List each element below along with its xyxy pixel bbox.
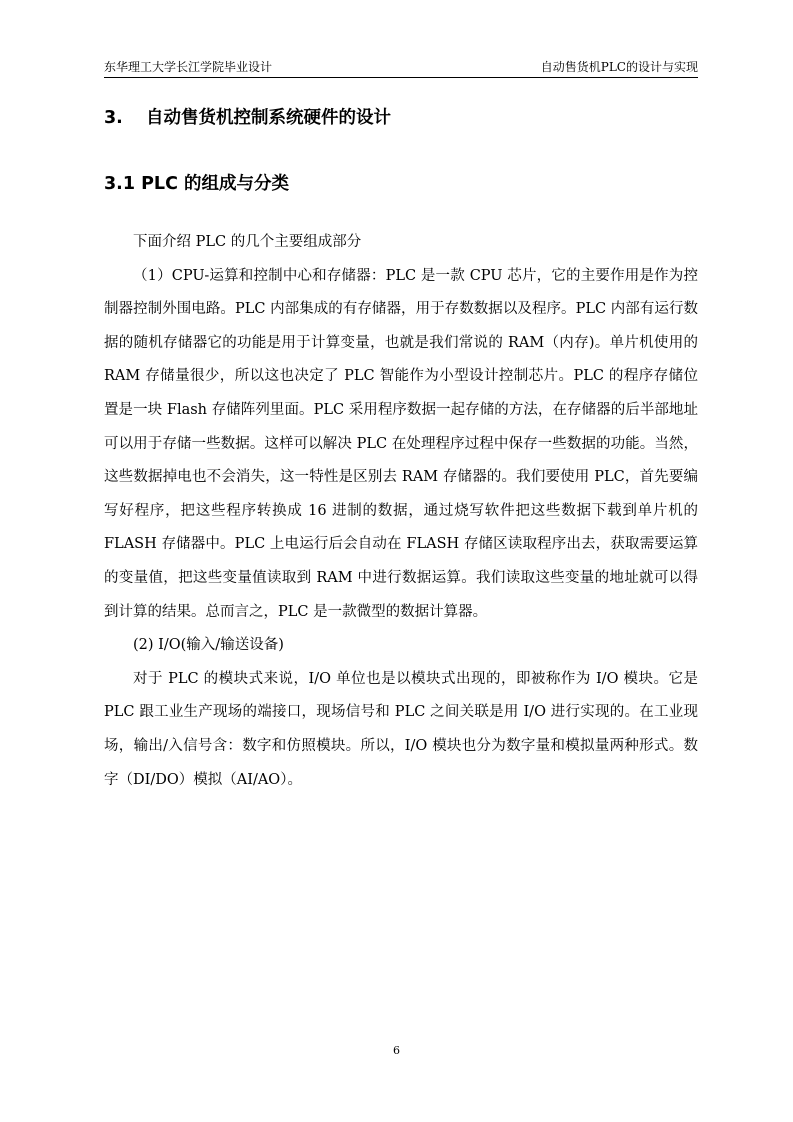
paragraph: 对于 PLC 的模块式来说，I/O 单位也是以模块式出现的，即被称作为 I/O 模块。它是 PLC 跟工业生产现场的端接口，现场信号和 PLC 之间关联是用 I/O 进行实现的。在工业现场，输出/入信号含：数字和仿照模块。所以，I/O 模块也分为数字量和模拟量两种形式。数字（DI/DO）模拟（AI/AO）。 <box>104 670 698 788</box>
body-text <box>104 226 698 797</box>
header-rule <box>104 77 698 78</box>
chapter-number: 3. <box>104 108 123 128</box>
paragraph: （1）CPU-运算和控制中心和存储器：PLC 是一款 CPU 芯片，它的主要作用是作为控制器控制外围电路。PLC 内部集成的有存储器，用于存数数据以及程序。PLC 内部有运行数据的随机存储器它的功能是用于计算变量，也就是我们常说的 RAM（内存)。单片机使用的 RAM 存储量很少，所以这也决定了 PLC 智能作为小型设计控制芯片。PLC 的程序存储位置是一块 Flash 存储阵列里面。PLC 采用程序数据一起存储的方法，在存储器的后半部地址可以用于存储一些数据。这样可以解决 PLC 在处理程序过程中保存一些数据的功能。当然，这些数据掉电也不会消失，这一特性是区别去 RAM 存储器的。我们要使用 PLC，首先要编写好程序，把这些程序转换成 16 进制的数据，通过烧写软件把这些数据下载到单片机的 FLASH 存储器中。PLC 上电运行后会自动在 FLASH 存储区读取程序出去，获取需要运算的变量值，把这些变量值读取到 RAM 中进行数据运算。我们读取这些变量的地址就可以得到计算的结果。总而言之，PLC 是一款微型的数据计算器。 <box>104 267 698 620</box>
chapter-heading <box>104 104 391 129</box>
chapter-title: 自动售货机控制系统硬件的设计 <box>146 108 391 128</box>
header-school: 东华理工大学长江学院毕业设计 <box>104 60 273 74</box>
section-heading: 3.1 PLC 的组成与分类 <box>104 174 290 194</box>
page-number: 6 <box>393 1044 400 1057</box>
page-header <box>104 56 698 76</box>
paragraph: (2) I/O(输入/输送设备) <box>133 637 284 654</box>
paragraph: 下面介绍 PLC 的几个主要组成部分 <box>133 234 362 250</box>
header-thesis-title: 自动售货机PLC的设计与实现 <box>540 60 698 74</box>
